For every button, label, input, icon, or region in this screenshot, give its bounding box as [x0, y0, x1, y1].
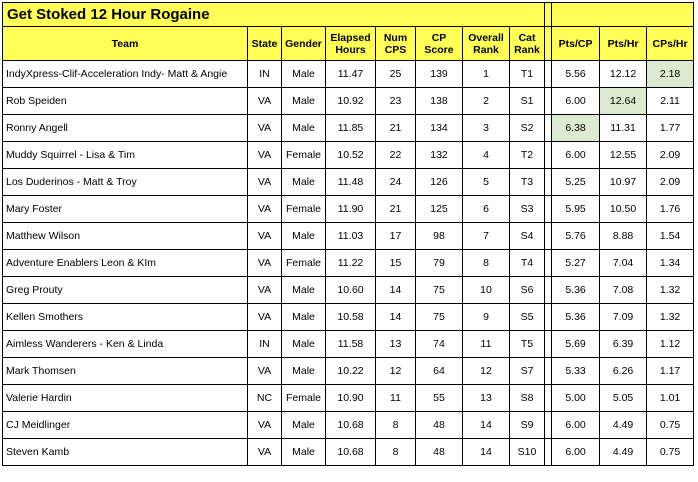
cell-state: VA — [248, 196, 282, 223]
table-row — [3, 196, 694, 223]
cell-cps-hr: 1.17 — [647, 358, 694, 385]
cell-cps-hr: 1.32 — [647, 277, 694, 304]
header-row — [3, 27, 694, 61]
cell-elapsed-hours: 10.68 — [326, 412, 376, 439]
cell-pts-cp: 5.27 — [552, 250, 600, 277]
cell-pts-hr: 10.50 — [600, 196, 647, 223]
cell-pts-hr: 4.49 — [600, 439, 647, 466]
cell-team: Ronny Angell — [3, 115, 248, 142]
spacer-cell — [545, 27, 552, 61]
cell-pts-cp: 5.36 — [552, 277, 600, 304]
cell-num-cps: 11 — [376, 385, 416, 412]
spacer-cell — [545, 385, 552, 412]
table-row — [3, 277, 694, 304]
cell-elapsed-hours: 10.58 — [326, 304, 376, 331]
cell-cp-score: 134 — [416, 115, 463, 142]
cell-elapsed-hours: 11.90 — [326, 196, 376, 223]
cell-cp-score: 74 — [416, 331, 463, 358]
cell-cat-rank: S5 — [510, 304, 545, 331]
cell-elapsed-hours: 10.90 — [326, 385, 376, 412]
spacer-cell — [545, 3, 552, 27]
cell-elapsed-hours: 10.52 — [326, 142, 376, 169]
cell-cp-score: 64 — [416, 358, 463, 385]
cell-overall-rank: 1 — [463, 61, 510, 88]
cell-state: VA — [248, 358, 282, 385]
cell-elapsed-hours: 10.22 — [326, 358, 376, 385]
cell-gender: Female — [282, 142, 326, 169]
cell-gender: Male — [282, 439, 326, 466]
cell-cps-hr: 1.76 — [647, 196, 694, 223]
table-row — [3, 304, 694, 331]
cell-cps-hr: 2.18 — [647, 61, 694, 88]
cell-pts-cp: 5.69 — [552, 331, 600, 358]
cell-gender: Female — [282, 250, 326, 277]
cell-gender: Male — [282, 169, 326, 196]
cell-overall-rank: 3 — [463, 115, 510, 142]
cell-cp-score: 126 — [416, 169, 463, 196]
cell-cp-score: 55 — [416, 385, 463, 412]
cell-num-cps: 21 — [376, 115, 416, 142]
cell-cat-rank: T4 — [510, 250, 545, 277]
cell-gender: Male — [282, 115, 326, 142]
table-row — [3, 358, 694, 385]
cell-cps-hr: 1.32 — [647, 304, 694, 331]
cell-overall-rank: 6 — [463, 196, 510, 223]
cell-cp-score: 138 — [416, 88, 463, 115]
cell-gender: Male — [282, 331, 326, 358]
cell-overall-rank: 4 — [463, 142, 510, 169]
cell-team: Kellen Smothers — [3, 304, 248, 331]
cell-pts-cp: 5.56 — [552, 61, 600, 88]
cell-num-cps: 15 — [376, 250, 416, 277]
table-row — [3, 331, 694, 358]
cell-pts-hr: 4.49 — [600, 412, 647, 439]
cell-num-cps: 8 — [376, 439, 416, 466]
cell-overall-rank: 9 — [463, 304, 510, 331]
cell-state: VA — [248, 115, 282, 142]
cell-gender: Male — [282, 277, 326, 304]
cell-cat-rank: S7 — [510, 358, 545, 385]
cell-pts-cp: 5.36 — [552, 304, 600, 331]
cell-overall-rank: 14 — [463, 412, 510, 439]
cell-team: Valerie Hardin — [3, 385, 248, 412]
cell-cat-rank: T5 — [510, 331, 545, 358]
cell-elapsed-hours: 11.47 — [326, 61, 376, 88]
cell-num-cps: 23 — [376, 88, 416, 115]
cell-elapsed-hours: 11.58 — [326, 331, 376, 358]
cell-state: NC — [248, 385, 282, 412]
spacer-cell — [545, 115, 552, 142]
cell-num-cps: 24 — [376, 169, 416, 196]
col-header-pts-hr: Pts/Hr — [600, 27, 647, 61]
cell-pts-cp: 6.00 — [552, 412, 600, 439]
cell-state: IN — [248, 61, 282, 88]
cell-overall-rank: 2 — [463, 88, 510, 115]
cell-state: VA — [248, 250, 282, 277]
cell-team: Mark Thomsen — [3, 358, 248, 385]
cell-num-cps: 14 — [376, 304, 416, 331]
cell-cp-score: 75 — [416, 277, 463, 304]
spacer-cell — [545, 223, 552, 250]
cell-cps-hr: 2.09 — [647, 169, 694, 196]
cell-cps-hr: 2.11 — [647, 88, 694, 115]
cell-state: VA — [248, 142, 282, 169]
col-header-gender: Gender — [282, 27, 326, 61]
cell-cp-score: 48 — [416, 412, 463, 439]
cell-cp-score: 98 — [416, 223, 463, 250]
cell-state: VA — [248, 412, 282, 439]
title-row-blank — [552, 3, 694, 27]
cell-pts-cp: 5.33 — [552, 358, 600, 385]
cell-team: Aimless Wanderers - Ken & Linda — [3, 331, 248, 358]
cell-elapsed-hours: 10.60 — [326, 277, 376, 304]
cell-num-cps: 17 — [376, 223, 416, 250]
cell-pts-hr: 6.26 — [600, 358, 647, 385]
cell-cps-hr: 0.75 — [647, 439, 694, 466]
cell-team: Adventure Enablers Leon & KIm — [3, 250, 248, 277]
cell-gender: Male — [282, 412, 326, 439]
col-header-num-cps: Num CPS — [376, 27, 416, 61]
cell-pts-hr: 5.05 — [600, 385, 647, 412]
cell-cat-rank: S10 — [510, 439, 545, 466]
cell-pts-hr: 10.97 — [600, 169, 647, 196]
cell-overall-rank: 10 — [463, 277, 510, 304]
spacer-cell — [545, 61, 552, 88]
cell-pts-hr: 11.31 — [600, 115, 647, 142]
table-row — [3, 439, 694, 466]
table-row — [3, 115, 694, 142]
cell-cp-score: 125 — [416, 196, 463, 223]
cell-cps-hr: 1.54 — [647, 223, 694, 250]
col-header-team: Team — [3, 27, 248, 61]
spacer-cell — [545, 358, 552, 385]
cell-gender: Male — [282, 223, 326, 250]
cell-team: Greg Prouty — [3, 277, 248, 304]
cell-elapsed-hours: 10.68 — [326, 439, 376, 466]
cell-pts-cp: 5.76 — [552, 223, 600, 250]
table-row — [3, 223, 694, 250]
cell-cat-rank: T1 — [510, 61, 545, 88]
cell-cps-hr: 1.01 — [647, 385, 694, 412]
cell-state: IN — [248, 331, 282, 358]
cell-team: Los Duderinos - Matt & Troy — [3, 169, 248, 196]
spacer-cell — [545, 412, 552, 439]
cell-team: Muddy Squirrel - Lisa & Tim — [3, 142, 248, 169]
cell-elapsed-hours: 11.22 — [326, 250, 376, 277]
spacer-cell — [545, 331, 552, 358]
cell-pts-cp: 5.25 — [552, 169, 600, 196]
cell-gender: Female — [282, 385, 326, 412]
cell-num-cps: 8 — [376, 412, 416, 439]
table-row — [3, 61, 694, 88]
cell-elapsed-hours: 11.48 — [326, 169, 376, 196]
spacer-cell — [545, 277, 552, 304]
cell-cp-score: 75 — [416, 304, 463, 331]
cell-cp-score: 48 — [416, 439, 463, 466]
col-header-cps-hr: CPs/Hr — [647, 27, 694, 61]
cell-cat-rank: T3 — [510, 169, 545, 196]
cell-overall-rank: 8 — [463, 250, 510, 277]
spacer-cell — [545, 142, 552, 169]
cell-cps-hr: 1.34 — [647, 250, 694, 277]
spacer-cell — [545, 304, 552, 331]
results-sheet — [2, 2, 693, 479]
table-row — [3, 250, 694, 277]
cell-overall-rank: 5 — [463, 169, 510, 196]
cell-state: VA — [248, 223, 282, 250]
cell-pts-hr: 12.55 — [600, 142, 647, 169]
cell-pts-cp: 6.00 — [552, 439, 600, 466]
cell-pts-hr: 7.09 — [600, 304, 647, 331]
cell-pts-hr: 7.08 — [600, 277, 647, 304]
cell-overall-rank: 12 — [463, 358, 510, 385]
cell-team: Mary Foster — [3, 196, 248, 223]
cell-cp-score: 139 — [416, 61, 463, 88]
cell-gender: Male — [282, 304, 326, 331]
cell-cat-rank: S3 — [510, 196, 545, 223]
cell-cp-score: 132 — [416, 142, 463, 169]
cell-pts-hr: 6.39 — [600, 331, 647, 358]
cell-num-cps: 14 — [376, 277, 416, 304]
cell-overall-rank: 14 — [463, 439, 510, 466]
cell-overall-rank: 11 — [463, 331, 510, 358]
cell-gender: Male — [282, 88, 326, 115]
table-row — [3, 385, 694, 412]
cell-elapsed-hours: 10.92 — [326, 88, 376, 115]
cell-state: VA — [248, 439, 282, 466]
col-header-overall-rank: Overall Rank — [463, 27, 510, 61]
col-header-state: State — [248, 27, 282, 61]
cell-cps-hr: 0.75 — [647, 412, 694, 439]
cell-cat-rank: S6 — [510, 277, 545, 304]
cell-pts-cp: 6.00 — [552, 88, 600, 115]
spacer-cell — [545, 169, 552, 196]
cell-state: VA — [248, 169, 282, 196]
cell-cps-hr: 2.09 — [647, 142, 694, 169]
cell-pts-cp: 5.00 — [552, 385, 600, 412]
table-row — [3, 142, 694, 169]
col-header-elapsed: Elapsed Hours — [326, 27, 376, 61]
cell-pts-cp: 5.95 — [552, 196, 600, 223]
cell-cps-hr: 1.77 — [647, 115, 694, 142]
cell-overall-rank: 7 — [463, 223, 510, 250]
cell-num-cps: 13 — [376, 331, 416, 358]
cell-cat-rank: T2 — [510, 142, 545, 169]
cell-team: Steven Kamb — [3, 439, 248, 466]
table-row — [3, 412, 694, 439]
table-row — [3, 169, 694, 196]
cell-elapsed-hours: 11.85 — [326, 115, 376, 142]
cell-cat-rank: S1 — [510, 88, 545, 115]
cell-overall-rank: 13 — [463, 385, 510, 412]
cell-cat-rank: S4 — [510, 223, 545, 250]
cell-gender: Male — [282, 61, 326, 88]
cell-team: CJ Meidlinger — [3, 412, 248, 439]
spacer-cell — [545, 196, 552, 223]
cell-cps-hr: 1.12 — [647, 331, 694, 358]
results-table — [2, 2, 694, 466]
col-header-pts-cp: Pts/CP — [552, 27, 600, 61]
spacer-cell — [545, 250, 552, 277]
cell-elapsed-hours: 11.03 — [326, 223, 376, 250]
cell-cat-rank: S9 — [510, 412, 545, 439]
cell-state: VA — [248, 88, 282, 115]
cell-pts-hr: 7.04 — [600, 250, 647, 277]
cell-cat-rank: S2 — [510, 115, 545, 142]
cell-state: VA — [248, 304, 282, 331]
spacer-cell — [545, 88, 552, 115]
spacer-cell — [545, 439, 552, 466]
title-row — [3, 3, 694, 27]
cell-pts-hr: 12.12 — [600, 61, 647, 88]
cell-team: Rob Speiden — [3, 88, 248, 115]
cell-cp-score: 79 — [416, 250, 463, 277]
cell-cat-rank: S8 — [510, 385, 545, 412]
cell-pts-hr: 8.88 — [600, 223, 647, 250]
cell-state: VA — [248, 277, 282, 304]
cell-pts-cp: 6.00 — [552, 142, 600, 169]
col-header-cat-rank: Cat Rank — [510, 27, 545, 61]
cell-gender: Male — [282, 358, 326, 385]
cell-num-cps: 25 — [376, 61, 416, 88]
table-row — [3, 88, 694, 115]
cell-num-cps: 22 — [376, 142, 416, 169]
cell-pts-cp: 6.38 — [552, 115, 600, 142]
cell-gender: Female — [282, 196, 326, 223]
cell-num-cps: 21 — [376, 196, 416, 223]
cell-num-cps: 12 — [376, 358, 416, 385]
cell-team: Matthew Wilson — [3, 223, 248, 250]
sheet-title: Get Stoked 12 Hour Rogaine — [3, 3, 545, 27]
cell-team: IndyXpress-Clif-Acceleration Indy- Matt & Angie — [3, 61, 248, 88]
col-header-cp-score: CP Score — [416, 27, 463, 61]
cell-pts-hr: 12.64 — [600, 88, 647, 115]
